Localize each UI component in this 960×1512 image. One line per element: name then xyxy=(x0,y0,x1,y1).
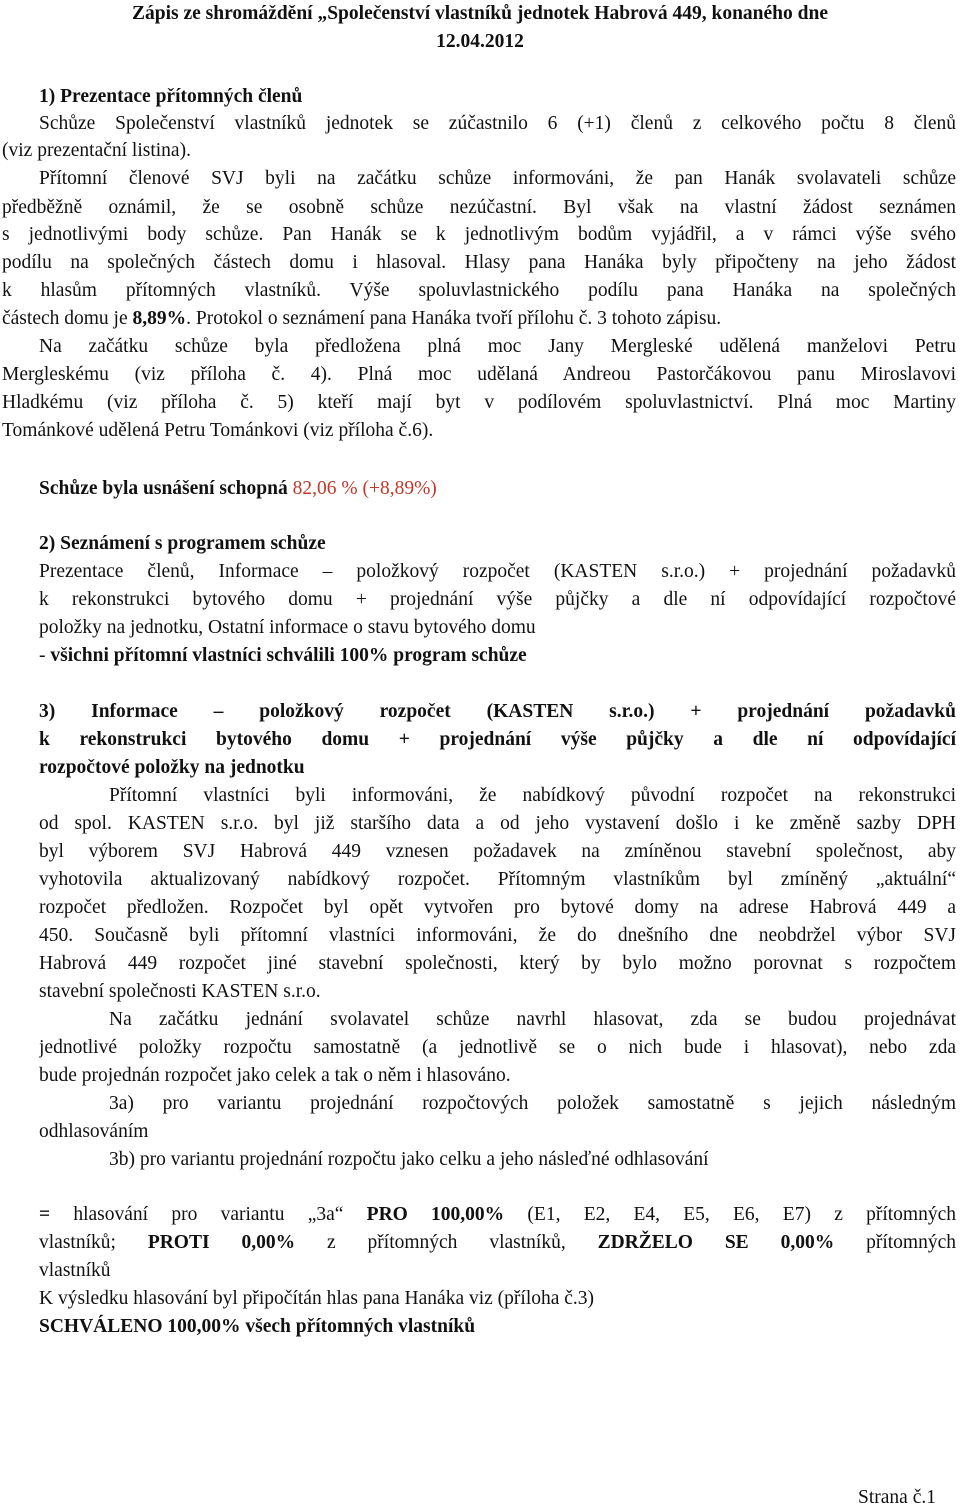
approved-statement: SCHVÁLENO 100,00% všech přítomných vlastníků xyxy=(39,1316,476,1337)
document-title-line1: Zápis ze shromáždění „Společenství vlastníků jednotek Habrová 449, konaného dne xyxy=(132,3,828,24)
text-span: - xyxy=(39,645,51,666)
section2-approval xyxy=(39,642,527,670)
page-number: Strana č.1 xyxy=(858,1487,936,1508)
section1-text-line: předběžně oznámil, že se osobně schůze nezúčastní. Byl však na vlastní žádost seznámen xyxy=(2,197,956,218)
vote-pro: PRO 100,00% xyxy=(366,1204,505,1225)
section1-text-line: Hladkému (viz příloha č. 5) kteří mají byt v podílovém spoluvlastnictví. Plná moc Martiny xyxy=(2,392,956,413)
section1-text-line: k hlasům přítomných vlastníků. Výše spoluvlastnického podílu pana Hanáka na společných xyxy=(2,280,956,301)
section3-heading: rozpočtové položky na jednotku xyxy=(39,757,305,778)
section2-text-line: Prezentace členů, Informace – položkový rozpočet (KASTEN s.r.o.) + projednání požadavků xyxy=(39,561,956,582)
section1-text-line: s jednotlivými body schůze. Pan Hanák se k jednotlivým bodům vyjádřil, a v rámci výše svého xyxy=(2,224,956,245)
section3-text-line: Habrová 449 rozpočet jiné stavební společnosti, který by bylo možno porovnat s rozpočtem xyxy=(39,953,956,974)
section2-text-line: položky na jednotku, Ostatní informace o stavu bytového domu xyxy=(39,617,536,638)
section3-text-line: byl výborem SVJ Habrová 449 vznesen požadavek na zmíněnou stavební společnost, aby xyxy=(39,841,956,862)
section1-text-line xyxy=(2,305,721,333)
section3-text-line: od spol. KASTEN s.r.o. byl již staršího data a od jeho vystavení došlo i ke změně sazby DPH xyxy=(39,813,956,834)
section1-text-line: podílu na společných částech domu i hlasoval. Hlasy pana Hanáka byly připočteny na jeho žádost xyxy=(2,252,956,273)
section1-text-line: Mergleskému (viz příloha č. 4). Plná moc udělaná Andreou Pastorčákovou panu Miroslavovi xyxy=(2,364,956,385)
share-percentage: 8,89% xyxy=(132,308,187,329)
section3-text-line: Na začátku jednání svolavatel schůze navrhl hlasovat, zda se budou projednávat xyxy=(109,1009,956,1030)
section1-text-line: Na začátku schůze byla předložena plná moc Jany Mergleské udělená manželovi Petru xyxy=(39,336,956,357)
section3-text-line: Přítomní vlastníci byli informováni, že nabídkový původní rozpočet na rekonstrukci xyxy=(109,785,956,806)
variant-3a-line: 3a) pro variantu projednání rozpočtových položek samostatně s jejich následným xyxy=(109,1093,956,1114)
section3-text-line: bude projednán rozpočet jako celek a tak o něm i hlasováno. xyxy=(39,1065,511,1086)
document-title-line2: 12.04.2012 xyxy=(436,31,524,52)
section3-text-line: stavební společnosti KASTEN s.r.o. xyxy=(39,981,321,1002)
text-span: částech domu je xyxy=(2,308,133,329)
approval-text: všichni přítomní vlastníci schválili 100% program schůze xyxy=(50,645,527,666)
quorum-label: Schůze byla usnášení schopná xyxy=(39,478,293,499)
section2-text-line: k rekonstrukci bytového domu + projednání výše půjčky a dle ní odpovídající rozpočtové xyxy=(39,589,956,610)
text-span: hlasování pro variantu „3a“ xyxy=(73,1204,367,1225)
text-span: (E1, E2, E4, E5, E6, E7) z přítomných xyxy=(504,1204,956,1225)
section1-text-line: Přítomní členové SVJ byli na začátku schůze informováni, že pan Hanák svolavateli schůze xyxy=(39,168,956,189)
text-span: z přítomných vlastníků, xyxy=(295,1232,598,1253)
vote-note: K výsledku hlasování byl připočítán hlas pana Hanáka viz (příloha č.3) xyxy=(39,1288,595,1309)
section3-text-line: rozpočet předložen. Rozpočet byl opět vytvořen pro bytové domy na adrese Habrová 449 a xyxy=(39,897,956,918)
section3-text-line: vyhotovila aktualizovaný nabídkový rozpočet. Přítomným vlastníkům byl zmíněný „aktuální“ xyxy=(39,869,956,890)
section1-heading: 1) Prezentace přítomných členů xyxy=(39,86,303,107)
section1-text-line: (viz prezentační listina). xyxy=(2,140,191,161)
section3-heading: k rekonstrukci bytového domu + projednání výše půjčky a dle ní odpovídající xyxy=(39,729,956,750)
variant-3b-line: 3b) pro variantu projednání rozpočtu jako celku a jeho násleďné odhlasování xyxy=(109,1149,709,1170)
section2-heading: 2) Seznámení s programem schůze xyxy=(39,533,326,554)
section3-text-line: jednotlivé položky rozpočtu samostatně (a jednotlivě se o nich bude i hlasovat), nebo zda xyxy=(39,1037,956,1058)
text-span: vlastníků; xyxy=(39,1232,148,1253)
section3-text-line: 450. Současně byli přítomní vlastníci informováni, že do dnešního dne neobdržel výbor SVJ xyxy=(39,925,956,946)
vote-result-line xyxy=(39,1201,956,1229)
text-span: . Protokol o seznámení pana Hanáka tvoří přílohu č. 3 tohoto zápisu. xyxy=(186,308,722,329)
vote-proti: PROTI 0,00% xyxy=(147,1232,296,1253)
vote-result-line: vlastníků xyxy=(39,1260,111,1281)
vote-result-line xyxy=(39,1229,956,1257)
equals-sign: = xyxy=(39,1204,74,1225)
quorum-statement xyxy=(39,475,437,503)
section1-text-line: Tománkové udělená Petru Tománkovi (viz příloha č.6). xyxy=(2,420,434,441)
text-span: přítomných xyxy=(834,1232,956,1253)
section1-text-line: Schůze Společenství vlastníků jednotek se zúčastnilo 6 (+1) členů z celkového počtu 8 členů xyxy=(39,113,956,134)
vote-zdrzelo: ZDRŽELO SE 0,00% xyxy=(597,1232,835,1253)
quorum-value: 82,06 % (+8,89%) xyxy=(292,478,437,499)
variant-3a-line: odhlasováním xyxy=(39,1121,149,1142)
section3-heading: 3) Informace – položkový rozpočet (KASTEN s.r.o.) + projednání požadavků xyxy=(39,701,956,722)
